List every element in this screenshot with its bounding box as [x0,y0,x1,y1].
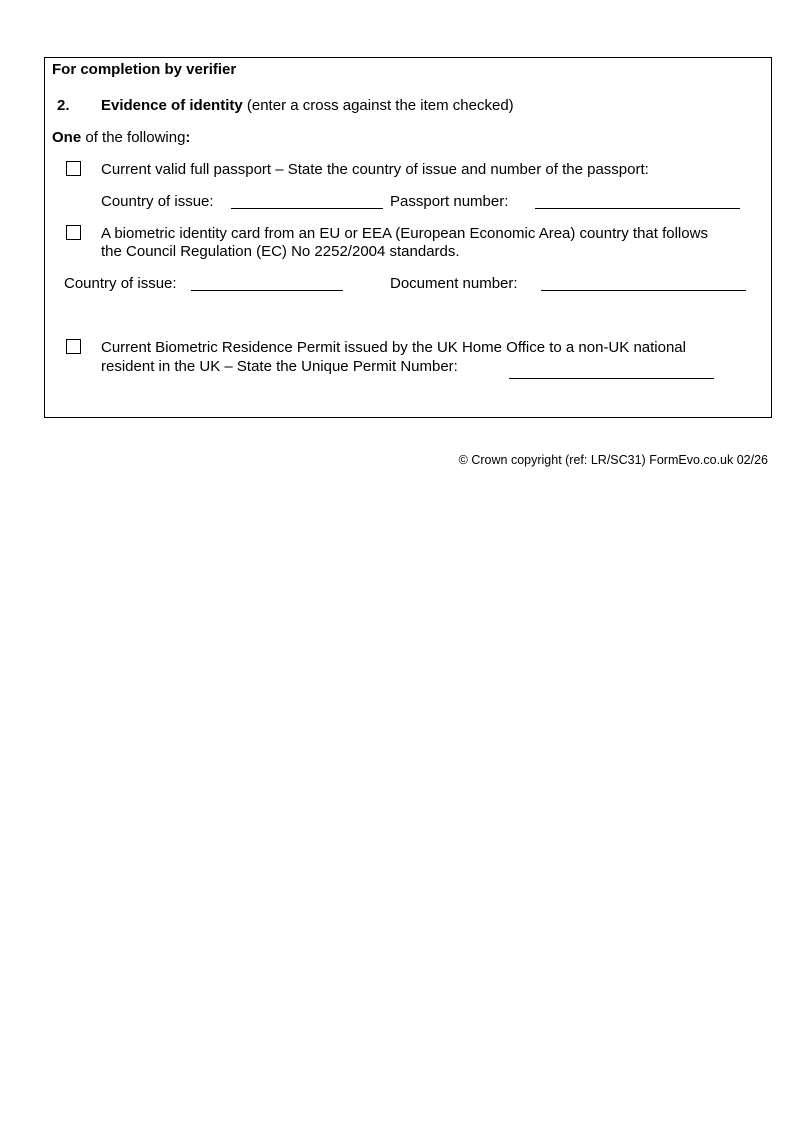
section-title: Evidence of identity [101,97,243,114]
brp-checkbox[interactable] [66,339,81,354]
passport-number-field[interactable] [535,208,740,209]
section-title-note: (enter a cross against the item checked) [246,97,514,114]
instruction-one: One [52,129,82,146]
copyright-footer: © Crown copyright (ref: LR/SC31) FormEvo.co.uk 02/26 [458,453,768,467]
id-card-number-field[interactable] [541,290,746,291]
passport-label: Current valid full passport – State the country of issue and number of the passport: [101,161,649,178]
section-number: 2. [57,97,70,114]
id-card-checkbox[interactable] [66,225,81,240]
section-header: For completion by verifier [52,61,237,78]
instruction-line [52,129,190,147]
id-card-country-field[interactable] [191,290,343,291]
brp-permit-number-field[interactable] [509,378,714,379]
passport-number-label: Passport number: [390,193,509,210]
id-card-label-line1: A biometric identity card from an EU or EEA (European Economic Area) country that follows [101,225,708,242]
id-card-number-label: Document number: [390,275,518,292]
passport-country-label: Country of issue: [101,193,214,210]
passport-checkbox[interactable] [66,161,81,176]
id-card-label-line2: the Council Regulation (EC) No 2252/2004 standards. [101,243,460,260]
instruction-rest: of the following [81,129,186,146]
passport-country-field[interactable] [231,208,383,209]
section-title-row [101,97,514,115]
brp-label-line1: Current Biometric Residence Permit issued by the UK Home Office to a non-UK national [101,339,686,356]
id-card-country-label: Country of issue: [64,275,177,292]
brp-label-line2: resident in the UK – State the Unique Permit Number: [101,358,458,375]
instruction-colon: : [185,129,191,146]
